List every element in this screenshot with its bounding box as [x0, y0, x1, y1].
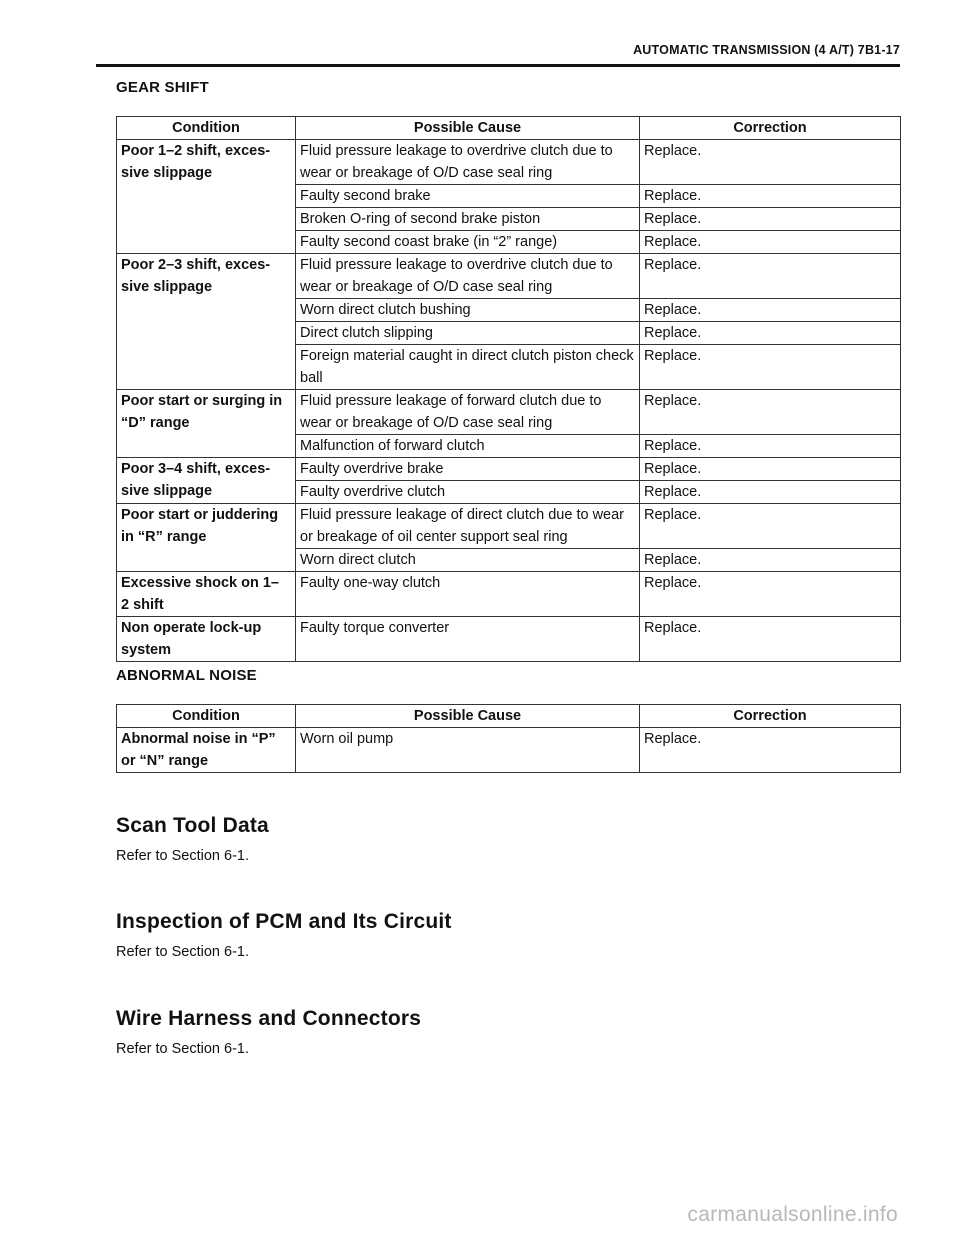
page-header-title: AUTOMATIC TRANSMISSION (4 A/T) 7B1-17 — [633, 43, 900, 57]
section-heading-wire-harness: Wire Harness and Connectors — [116, 1007, 422, 1030]
cause-cell: Faulty torque converter — [296, 617, 640, 662]
column-header-correction: Correction — [640, 705, 901, 728]
table-row — [117, 617, 901, 662]
section-heading-inspection-pcm: Inspection of PCM and Its Circuit — [116, 910, 452, 933]
cause-cell: Faulty overdrive brake — [296, 458, 640, 481]
cause-cell: Foreign material caught in direct clutch piston check ball — [296, 345, 640, 390]
table-row — [117, 504, 901, 549]
section-text-scan-tool-data: Refer to Section 6-1. — [116, 848, 249, 864]
table-row — [117, 728, 901, 773]
condition-cell: Poor start or juddering in “R” range — [117, 504, 296, 572]
correction-cell: Replace. — [640, 345, 901, 390]
correction-cell: Replace. — [640, 617, 901, 662]
correction-cell: Replace. — [640, 435, 901, 458]
table-row — [117, 390, 901, 435]
column-header-correction: Correction — [640, 117, 901, 140]
cause-cell: Faulty overdrive clutch — [296, 481, 640, 504]
condition-cell: Poor 1–2 shift, exces-sive slippage — [117, 140, 296, 254]
watermark-text: carmanualsonline.info — [687, 1203, 898, 1226]
cause-cell: Broken O-ring of second brake piston — [296, 208, 640, 231]
condition-cell: Poor 2–3 shift, exces-sive slippage — [117, 254, 296, 390]
cause-cell: Direct clutch slipping — [296, 322, 640, 345]
abnormal-noise-title: ABNORMAL NOISE — [116, 667, 257, 684]
column-header-possible-cause: Possible Cause — [296, 705, 640, 728]
table-header-row — [117, 705, 901, 728]
correction-cell: Replace. — [640, 254, 901, 299]
column-header-condition: Condition — [117, 705, 296, 728]
section-text-inspection-pcm: Refer to Section 6-1. — [116, 944, 249, 960]
correction-cell: Replace. — [640, 728, 901, 773]
section-heading-scan-tool-data: Scan Tool Data — [116, 814, 269, 837]
table-row — [117, 254, 901, 299]
correction-cell: Replace. — [640, 185, 901, 208]
correction-cell: Replace. — [640, 549, 901, 572]
condition-cell: Poor 3–4 shift, exces-sive slippage — [117, 458, 296, 504]
condition-cell: Non operate lock-up system — [117, 617, 296, 662]
gear-shift-title: GEAR SHIFT — [116, 79, 209, 96]
cause-cell: Fluid pressure leakage of forward clutch due to wear or breakage of O/D case seal ring — [296, 390, 640, 435]
correction-cell: Replace. — [640, 231, 901, 254]
correction-cell: Replace. — [640, 458, 901, 481]
correction-cell: Replace. — [640, 390, 901, 435]
cause-cell: Worn direct clutch — [296, 549, 640, 572]
cause-cell: Faulty second brake — [296, 185, 640, 208]
condition-cell: Excessive shock on 1– 2 shift — [117, 572, 296, 617]
table-row — [117, 458, 901, 481]
correction-cell: Replace. — [640, 208, 901, 231]
table-row — [117, 572, 901, 617]
cause-cell: Fluid pressure leakage of direct clutch due to wear or breakage of oil center support seal ring — [296, 504, 640, 549]
gear-shift-table — [116, 116, 901, 662]
section-text-wire-harness: Refer to Section 6-1. — [116, 1041, 249, 1057]
cause-cell: Malfunction of forward clutch — [296, 435, 640, 458]
cause-cell: Fluid pressure leakage to overdrive clutch due to wear or breakage of O/D case seal ring — [296, 254, 640, 299]
correction-cell: Replace. — [640, 572, 901, 617]
correction-cell: Replace. — [640, 299, 901, 322]
cause-cell: Faulty second coast brake (in “2” range) — [296, 231, 640, 254]
table-row — [117, 140, 901, 185]
correction-cell: Replace. — [640, 481, 901, 504]
cause-cell: Worn oil pump — [296, 728, 640, 773]
table-header-row — [117, 117, 901, 140]
abnormal-noise-table — [116, 704, 901, 773]
condition-cell: Abnormal noise in “P” or “N” range — [117, 728, 296, 773]
correction-cell: Replace. — [640, 140, 901, 185]
cause-cell: Faulty one-way clutch — [296, 572, 640, 617]
page-header — [96, 40, 900, 67]
column-header-condition: Condition — [117, 117, 296, 140]
condition-cell: Poor start or surging in “D” range — [117, 390, 296, 458]
correction-cell: Replace. — [640, 322, 901, 345]
correction-cell: Replace. — [640, 504, 901, 549]
cause-cell: Fluid pressure leakage to overdrive clutch due to wear or breakage of O/D case seal ring — [296, 140, 640, 185]
column-header-possible-cause: Possible Cause — [296, 117, 640, 140]
cause-cell: Worn direct clutch bushing — [296, 299, 640, 322]
